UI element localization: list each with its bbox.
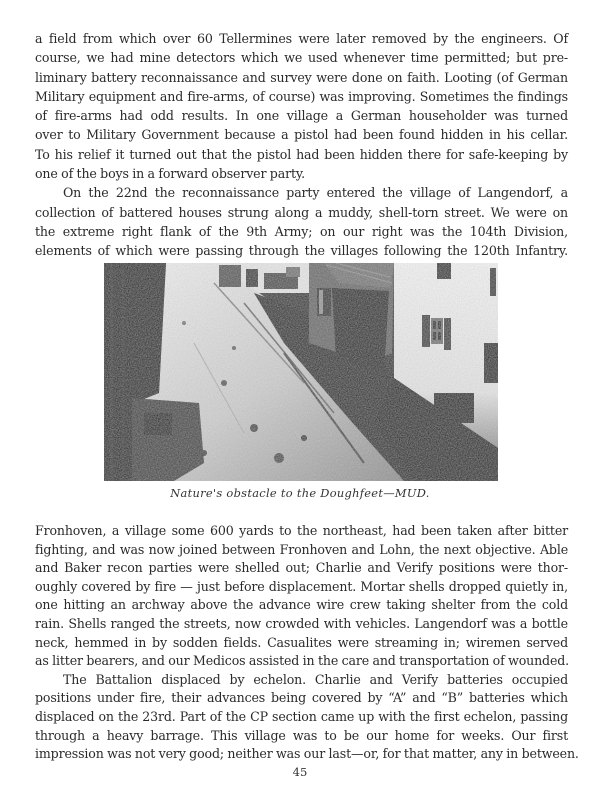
- photo-caption: Nature's obstacle to the Doughfeet—MUD.: [170, 486, 430, 500]
- paragraph-start-line: The Battalion displaced by echelon. Charlie and Verify batteries occupied: [63, 671, 568, 687]
- text-line: Military equipment and fire-arms, of course) was improving. Sometimes the findings: [35, 88, 568, 104]
- text-line: one of the boys in a forward observer party.: [35, 166, 306, 182]
- text-line: through a heavy barrage. This village was to be our home for weeks. Our first: [35, 727, 568, 743]
- text-line: elements of which were passing through the villages following the 120th Infantry.: [35, 243, 568, 259]
- page-number: 45: [292, 765, 308, 779]
- text-line: To his relief it turned out that the pistol had been hidden there for safe-keeping by: [35, 146, 568, 162]
- text-line: positions under fire, their advances being covered by “A” and “B” batteries which: [35, 690, 568, 706]
- text-line: a field from which over 60 Tellermines were later removed by the engineers. Of: [35, 31, 568, 46]
- text-line: neck, hemmed in by sodden fields. Casualites were streaming in; wiremen served: [35, 634, 568, 650]
- text-line: as litter bearers, and our Medicos assisted in the care and transportation of wounded.: [35, 653, 570, 669]
- text-line: displaced on the 23rd. Part of the CP section came up with the first echelon, passing: [35, 708, 568, 724]
- photo-image: [104, 263, 498, 481]
- text-line: over to Military Government because a pistol had been found hidden in his cellar.: [35, 127, 568, 143]
- photo-muddy-street: [104, 263, 498, 481]
- text-block-top: [35, 29, 568, 261]
- paragraph-start-line: On the 22nd the reconnaissance party entered the village of Langendorf, a: [63, 185, 568, 201]
- text-line: collection of battered houses strung along a muddy, shell-torn street. We were on: [35, 204, 568, 220]
- text-line: of fire-arms had odd results. In one village a German householder was turned: [35, 108, 568, 124]
- text-line: Fronhoven, a village some 600 yards to the northeast, had been taken after bitter: [35, 523, 568, 538]
- text-line: and Baker recon parties were shelled out; Charlie and Verify positions were thor-: [35, 560, 568, 576]
- text-line: rain. Shells ranged the streets, now crowded with vehicles. Langendorf was a bottle: [35, 615, 568, 631]
- text-line: liminary battery reconnaissance and survey were done on faith. Looting (of German: [35, 69, 568, 85]
- text-block-bottom: [35, 522, 579, 764]
- text-line: the extreme right flank of the 9th Army; on our right was the 104th Division,: [35, 223, 568, 239]
- text-line: oughly covered by fire — just before displacement. Mortar shells dropped quietly in,: [35, 578, 568, 594]
- text-line: one hitting an archway above the advance wire crew taking shelter from the cold: [35, 597, 568, 613]
- text-line: course, we had mine detectors which we used whenever time permitted; but pre-: [35, 50, 568, 66]
- text-line: impression was not very good; neither was our last—or, for that matter, any in between.: [35, 746, 579, 762]
- text-line: fighting, and was now joined between Fronhoven and Lohn, the next objective. Able: [35, 541, 568, 557]
